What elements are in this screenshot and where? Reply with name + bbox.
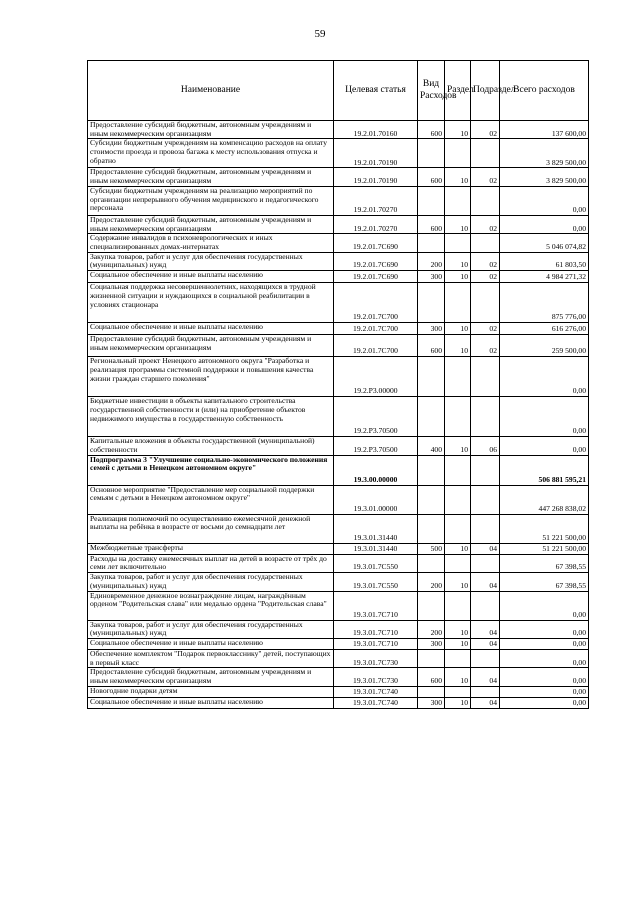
cell-total: 67 398,55 bbox=[500, 554, 589, 572]
table-row bbox=[88, 186, 589, 215]
table-row bbox=[88, 485, 589, 514]
cell-target: 19.2.P3.00000 bbox=[334, 357, 418, 397]
cell-type: 200 bbox=[418, 620, 445, 638]
cell-total: 0,00 bbox=[500, 591, 589, 620]
cell-section: 10 bbox=[445, 573, 471, 591]
cell-subsection bbox=[471, 591, 500, 620]
cell-total: 137 600,00 bbox=[500, 121, 589, 139]
cell-target: 19.2.01.7C700 bbox=[334, 283, 418, 323]
cell-total: 259 500,00 bbox=[500, 335, 589, 357]
header-target: Целевая статья bbox=[334, 61, 418, 121]
cell-name: Закупка товаров, работ и услуг для обеспечения государственных (муниципальных) нужд bbox=[88, 573, 334, 591]
cell-type bbox=[418, 455, 445, 485]
cell-name: Предоставление субсидий бюджетным, автономным учреждениям и иным некоммерческим организациям bbox=[88, 215, 334, 233]
cell-target: 19.3.01.00000 bbox=[334, 485, 418, 514]
cell-section bbox=[445, 283, 471, 323]
cell-section: 10 bbox=[445, 437, 471, 455]
cell-subsection bbox=[471, 397, 500, 437]
cell-subsection bbox=[471, 234, 500, 252]
page-number: 59 bbox=[314, 28, 326, 40]
cell-target: 19.3.01.7C710 bbox=[334, 638, 418, 649]
cell-name: Предоставление субсидий бюджетным, автономным учреждениям и иным некоммерческим организациям bbox=[88, 335, 334, 357]
table-row bbox=[88, 234, 589, 252]
cell-name: Субсидии бюджетным учреждениям на компенсацию расходов на оплату стоимости проезда и провоза багажа к месту использования отпуска и обратно bbox=[88, 139, 334, 168]
cell-type bbox=[418, 357, 445, 397]
cell-target: 19.3.01.7C710 bbox=[334, 620, 418, 638]
table-row bbox=[88, 573, 589, 591]
cell-total: 4 984 271,32 bbox=[500, 271, 589, 283]
cell-name: Основное мероприятие "Предоставление мер социальной поддержки семьям с детьми в Ненецком автономном округе" bbox=[88, 485, 334, 514]
cell-type bbox=[418, 283, 445, 323]
cell-total: 0,00 bbox=[500, 357, 589, 397]
cell-total: 3 829 500,00 bbox=[500, 139, 589, 168]
cell-subsection: 02 bbox=[471, 121, 500, 139]
cell-type: 200 bbox=[418, 252, 445, 270]
cell-name: Новогодние подарки детям bbox=[88, 686, 334, 697]
cell-target: 19.3.01.31440 bbox=[334, 514, 418, 543]
cell-type: 400 bbox=[418, 437, 445, 455]
cell-total: 616 276,00 bbox=[500, 323, 589, 335]
cell-name: Расходы на доставку ежемесячных выплат на детей в возрасте от трёх до семи лет включительно bbox=[88, 554, 334, 572]
cell-name: Социальное обеспечение и иные выплаты населению bbox=[88, 271, 334, 283]
cell-section bbox=[445, 649, 471, 667]
cell-name: Региональный проект Ненецкого автономного округа "Разработка и реализация программы системной поддержки и повышения качества жизни граждан старшего поколения" bbox=[88, 357, 334, 397]
cell-section: 10 bbox=[445, 121, 471, 139]
cell-total: 51 221 500,00 bbox=[500, 543, 589, 554]
cell-section bbox=[445, 139, 471, 168]
table-row bbox=[88, 697, 589, 708]
cell-type bbox=[418, 649, 445, 667]
cell-name: Межбюджетные трансферты bbox=[88, 543, 334, 554]
cell-section: 10 bbox=[445, 168, 471, 186]
cell-target: 19.3.01.7C740 bbox=[334, 697, 418, 708]
cell-type bbox=[418, 554, 445, 572]
cell-type: 600 bbox=[418, 335, 445, 357]
cell-type bbox=[418, 591, 445, 620]
cell-subsection bbox=[471, 357, 500, 397]
cell-target: 19.2.01.7C690 bbox=[334, 252, 418, 270]
cell-target: 19.2.01.70270 bbox=[334, 186, 418, 215]
table-row bbox=[88, 252, 589, 270]
cell-total: 0,00 bbox=[500, 668, 589, 686]
cell-type bbox=[418, 234, 445, 252]
table-row bbox=[88, 397, 589, 437]
cell-target: 19.2.01.70190 bbox=[334, 139, 418, 168]
cell-subsection: 02 bbox=[471, 335, 500, 357]
cell-total: 67 398,55 bbox=[500, 573, 589, 591]
cell-section bbox=[445, 397, 471, 437]
table-row bbox=[88, 543, 589, 554]
cell-subsection: 04 bbox=[471, 668, 500, 686]
cell-target: 19.2.01.70190 bbox=[334, 168, 418, 186]
cell-target: 19.3.01.7C550 bbox=[334, 554, 418, 572]
table-row bbox=[88, 554, 589, 572]
table-row bbox=[88, 323, 589, 335]
cell-total: 61 803,50 bbox=[500, 252, 589, 270]
cell-name: Бюджетные инвестиции в объекты капитального строительства государственной собственности и (или) на приобретение объектов недвижимого имущества в государственную собственность bbox=[88, 397, 334, 437]
cell-subsection bbox=[471, 455, 500, 485]
cell-total: 0,00 bbox=[500, 686, 589, 697]
cell-target: 19.2.01.7C690 bbox=[334, 234, 418, 252]
cell-target: 19.2.01.7C700 bbox=[334, 323, 418, 335]
cell-name: Социальное обеспечение и иные выплаты населению bbox=[88, 323, 334, 335]
cell-target: 19.3.01.7C550 bbox=[334, 573, 418, 591]
cell-name: Содержание инвалидов в психоневрологических и иных специализированных домах-интернатах bbox=[88, 234, 334, 252]
cell-subsection: 04 bbox=[471, 620, 500, 638]
cell-target: 19.3.01.7C710 bbox=[334, 591, 418, 620]
cell-name: Предоставление субсидий бюджетным, автономным учреждениям и иным некоммерческим организациям bbox=[88, 668, 334, 686]
cell-type bbox=[418, 139, 445, 168]
cell-subsection bbox=[471, 686, 500, 697]
cell-section: 10 bbox=[445, 668, 471, 686]
cell-total: 5 046 074,82 bbox=[500, 234, 589, 252]
cell-total: 0,00 bbox=[500, 397, 589, 437]
table-row bbox=[88, 620, 589, 638]
cell-section: 10 bbox=[445, 543, 471, 554]
cell-target: 19.3.01.7C730 bbox=[334, 668, 418, 686]
table-row bbox=[88, 649, 589, 667]
cell-type: 300 bbox=[418, 323, 445, 335]
table-row bbox=[88, 686, 589, 697]
cell-subsection: 06 bbox=[471, 437, 500, 455]
cell-subsection: 02 bbox=[471, 168, 500, 186]
cell-total: 506 881 595,21 bbox=[500, 455, 589, 485]
cell-subsection: 04 bbox=[471, 573, 500, 591]
cell-total: 0,00 bbox=[500, 697, 589, 708]
cell-name: Капитальные вложения в объекты государственной (муниципальной) собственности bbox=[88, 437, 334, 455]
cell-section bbox=[445, 485, 471, 514]
cell-total: 0,00 bbox=[500, 437, 589, 455]
cell-section bbox=[445, 234, 471, 252]
cell-type: 300 bbox=[418, 697, 445, 708]
header-name: Наименование bbox=[88, 61, 334, 121]
cell-section: 10 bbox=[445, 335, 471, 357]
cell-target: 19.2.01.70160 bbox=[334, 121, 418, 139]
cell-type bbox=[418, 485, 445, 514]
cell-type bbox=[418, 397, 445, 437]
cell-subsection: 04 bbox=[471, 697, 500, 708]
table-header-row bbox=[88, 61, 589, 121]
cell-total: 0,00 bbox=[500, 638, 589, 649]
cell-subsection bbox=[471, 139, 500, 168]
cell-name: Подпрограмма 3 "Улучшение социально-экономического положения семей с детьми в Ненецком автономном округе" bbox=[88, 455, 334, 485]
cell-subsection: 04 bbox=[471, 543, 500, 554]
cell-total: 3 829 500,00 bbox=[500, 168, 589, 186]
cell-target: 19.3.00.00000 bbox=[334, 455, 418, 485]
header-section: Раздел bbox=[445, 61, 471, 121]
cell-type: 300 bbox=[418, 638, 445, 649]
cell-section: 10 bbox=[445, 620, 471, 638]
cell-subsection: 04 bbox=[471, 638, 500, 649]
cell-subsection bbox=[471, 649, 500, 667]
table-row bbox=[88, 139, 589, 168]
header-subsection: Подраздел bbox=[471, 61, 500, 121]
cell-section: 10 bbox=[445, 271, 471, 283]
cell-subsection bbox=[471, 554, 500, 572]
cell-total: 447 268 838,02 bbox=[500, 485, 589, 514]
cell-subsection: 02 bbox=[471, 323, 500, 335]
table-row bbox=[88, 271, 589, 283]
cell-section bbox=[445, 686, 471, 697]
cell-type: 300 bbox=[418, 271, 445, 283]
cell-section bbox=[445, 357, 471, 397]
cell-total: 0,00 bbox=[500, 649, 589, 667]
cell-type: 600 bbox=[418, 168, 445, 186]
table-row bbox=[88, 437, 589, 455]
cell-target: 19.3.01.7C740 bbox=[334, 686, 418, 697]
cell-type bbox=[418, 686, 445, 697]
table-row bbox=[88, 335, 589, 357]
cell-total: 0,00 bbox=[500, 215, 589, 233]
table-row bbox=[88, 668, 589, 686]
cell-subsection: 02 bbox=[471, 252, 500, 270]
cell-section bbox=[445, 514, 471, 543]
cell-type: 500 bbox=[418, 543, 445, 554]
cell-type bbox=[418, 186, 445, 215]
table-row bbox=[88, 514, 589, 543]
cell-target: 19.2.01.70270 bbox=[334, 215, 418, 233]
table-row bbox=[88, 357, 589, 397]
cell-name: Предоставление субсидий бюджетным, автономным учреждениям и иным некоммерческим организациям bbox=[88, 121, 334, 139]
cell-target: 19.2.01.7C690 bbox=[334, 271, 418, 283]
cell-target: 19.2.P3.70500 bbox=[334, 437, 418, 455]
cell-target: 19.2.01.7C700 bbox=[334, 335, 418, 357]
cell-name: Социальное обеспечение и иные выплаты населению bbox=[88, 697, 334, 708]
cell-total: 875 776,00 bbox=[500, 283, 589, 323]
cell-total: 0,00 bbox=[500, 620, 589, 638]
cell-section: 10 bbox=[445, 697, 471, 708]
budget-table bbox=[87, 60, 589, 709]
cell-type: 200 bbox=[418, 573, 445, 591]
cell-name: Единовременное денежное вознаграждение лицам, награждённым орденом "Родительская слава" или медалью ордена "Родительская слава" bbox=[88, 591, 334, 620]
cell-target: 19.2.P3.70500 bbox=[334, 397, 418, 437]
table-row bbox=[88, 215, 589, 233]
cell-subsection: 02 bbox=[471, 271, 500, 283]
cell-target: 19.3.01.31440 bbox=[334, 543, 418, 554]
cell-name: Реализация полномочий по осуществлению ежемесячной денежной выплаты на ребёнка в возрасте от восьми до семнадцати лет bbox=[88, 514, 334, 543]
cell-type: 600 bbox=[418, 215, 445, 233]
cell-name: Социальная поддержка несовершеннолетних, находящихся в трудной жизненной ситуации и нуждающихся в социальной реабилитации в условиях стационара bbox=[88, 283, 334, 323]
table-row bbox=[88, 283, 589, 323]
cell-subsection bbox=[471, 485, 500, 514]
cell-section: 10 bbox=[445, 323, 471, 335]
table-row bbox=[88, 121, 589, 139]
cell-target: 19.3.01.7C730 bbox=[334, 649, 418, 667]
table-row bbox=[88, 455, 589, 485]
cell-subsection bbox=[471, 186, 500, 215]
cell-name: Обеспечение комплектом "Подарок первокласснику" детей, поступающих в первый класс bbox=[88, 649, 334, 667]
cell-type: 600 bbox=[418, 668, 445, 686]
cell-name: Социальное обеспечение и иные выплаты населению bbox=[88, 638, 334, 649]
cell-section: 10 bbox=[445, 638, 471, 649]
table-row bbox=[88, 638, 589, 649]
cell-section bbox=[445, 554, 471, 572]
cell-subsection bbox=[471, 514, 500, 543]
cell-subsection bbox=[471, 283, 500, 323]
cell-name: Предоставление субсидий бюджетным, автономным учреждениям и иным некоммерческим организациям bbox=[88, 168, 334, 186]
header-type: Вид Расходов bbox=[418, 61, 445, 121]
table-body bbox=[88, 121, 589, 709]
cell-type: 600 bbox=[418, 121, 445, 139]
cell-total: 0,00 bbox=[500, 186, 589, 215]
cell-section: 10 bbox=[445, 215, 471, 233]
cell-type bbox=[418, 514, 445, 543]
cell-name: Субсидии бюджетным учреждениям на реализацию мероприятий по организации непрерывного обучения медицинского и педагогического персонала bbox=[88, 186, 334, 215]
table-row bbox=[88, 591, 589, 620]
cell-total: 51 221 500,00 bbox=[500, 514, 589, 543]
cell-subsection: 02 bbox=[471, 215, 500, 233]
cell-section bbox=[445, 186, 471, 215]
cell-name: Закупка товаров, работ и услуг для обеспечения государственных (муниципальных) нужд bbox=[88, 620, 334, 638]
cell-section bbox=[445, 591, 471, 620]
table-row bbox=[88, 168, 589, 186]
cell-section: 10 bbox=[445, 252, 471, 270]
cell-section bbox=[445, 455, 471, 485]
header-total: Всего расходов bbox=[500, 61, 589, 121]
cell-name: Закупка товаров, работ и услуг для обеспечения государственных (муниципальных) нужд bbox=[88, 252, 334, 270]
